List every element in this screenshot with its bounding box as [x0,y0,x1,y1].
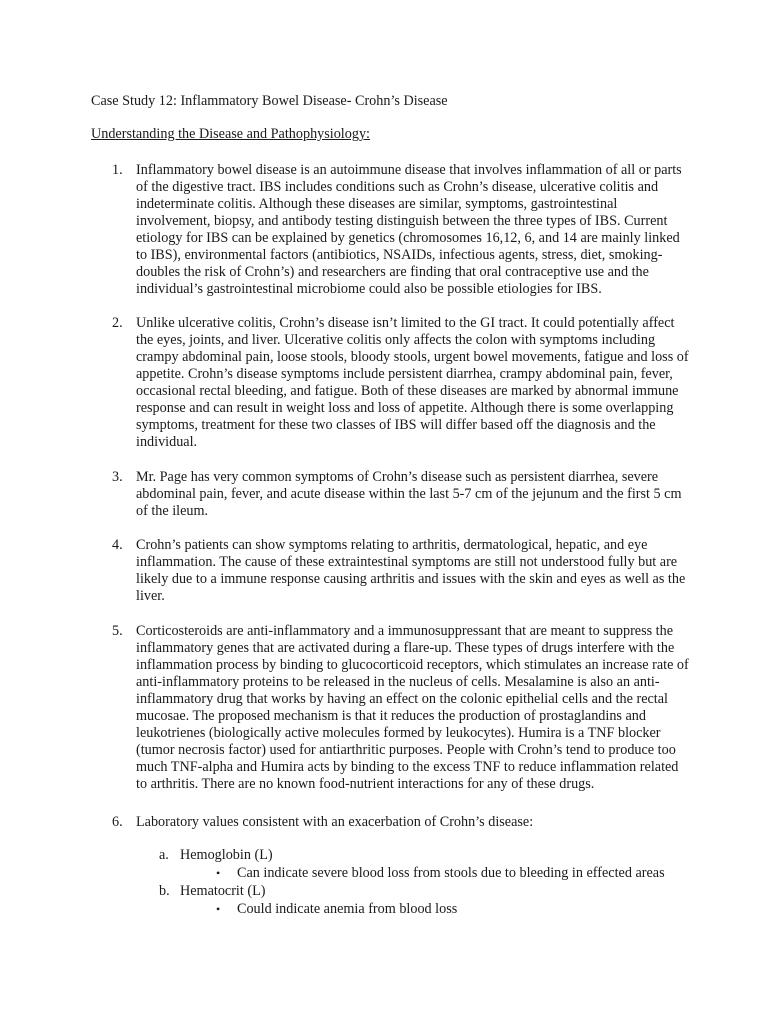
list-item-text [136,814,656,831]
lab-value-item [159,847,273,864]
list-item-text [136,469,682,520]
list-item-text [136,537,686,605]
list-item-number: 6. [112,814,123,830]
text-line: abdominal pain, fever, and acute disease within the last 5-7 cm of the jejunum and the first 5 cm [136,486,682,502]
lab-value-label: Hematocrit (L) [180,883,266,899]
lab-value-item [159,883,265,900]
list-item-text [136,623,689,793]
text-line: leukotrienes (biologically active molecules formed by leukocytes). Humira is a TNF blocker [136,725,661,741]
text-line: crampy abdominal pain, loose stools, bloody stools, urgent bowel movements, fatigue and loss of [136,349,689,365]
lab-value-bullet [216,901,457,918]
text-line: anti-inflammatory proteins to be released in the nucleus of cells. Mesalamine is also an anti- [136,674,660,690]
list-item-text [136,315,689,451]
bullet-icon: • [216,902,221,916]
text-line: occasional rectal bleeding, and fatigue. Both of these diseases are marked by abnormal immune [136,383,679,399]
text-line: to IBS), environmental factors (antibiotics, NSAIDs, infectious agents, stress, diet, smoking- [136,247,663,263]
text-line: Corticosteroids are anti-inflammatory and a immunosuppressant that are meant to suppress the [136,623,674,639]
text-line: mucosae. The proposed mechanism is that it reduces the production of prostaglandins and [136,708,646,724]
list-item-text [136,162,682,298]
list-item-number: 2. [112,315,123,331]
text-line: etiology for IBS can be explained by genetics (chromosomes 16,12, 6, and 14 are mainly linked [136,230,680,246]
lab-value-label: Hemoglobin (L) [180,847,273,863]
list-item-number: 1. [112,162,123,178]
lab-value-letter: b. [159,883,170,899]
text-line: involvement, biopsy, and antibody testing distinguish between the three types of IBS. Current [136,213,668,229]
list-item-number: 5. [112,623,123,639]
text-line: doubles the risk of Crohn’s) and researchers are finding that oral contraceptive use and the [136,264,649,280]
text-line: Inflammatory bowel disease is an autoimmune disease that involves inflammation of all or parts [136,162,682,178]
text-line: individual’s gastrointestinal microbiome could also be possible etiologies for IBS. [136,281,602,297]
lab-value-letter: a. [159,847,169,863]
text-line: response and can result in weight loss and loss of appetite. Although there is some overlapping [136,400,674,416]
text-line: Unlike ulcerative colitis, Crohn’s disease isn’t limited to the GI tract. It could potentially affect [136,315,675,331]
text-line: indeterminate colitis. Although these diseases are similar, symptoms, gastrointestinal [136,196,618,212]
text-line: inflammatory genes that are activated during a flare-up. These types of drugs interfere with the [136,640,675,656]
document-title: Case Study 12: Inflammatory Bowel Disease- Crohn’s Disease [91,93,448,109]
text-line: liver. [136,588,165,604]
text-line: individual. [136,434,198,450]
text-line: Mr. Page has very common symptoms of Crohn’s disease such as persistent diarrhea, severe [136,469,659,485]
text-line: inflammation process by binding to glucocorticoid receptors, which stimulates an increase rate of [136,657,689,673]
lab-value-note: Could indicate anemia from blood loss [237,901,458,917]
text-line: symptoms, treatment for these two classes of IBS will differ based off the diagnosis and the [136,417,656,433]
text-line: inflammation. The cause of these extraintestinal symptoms are still not understood fully but are [136,554,678,570]
list-item-number: 4. [112,537,123,553]
lab-value-bullet [216,865,665,882]
lab-value-note: Can indicate severe blood loss from stools due to bleeding in effected areas [237,865,665,881]
text-line: appetite. Crohn’s disease symptoms include persistent diarrhea, crampy abdominal pain, fever, [136,366,673,382]
text-line: of the digestive tract. IBS includes conditions such as Crohn’s disease, ulcerative colitis and [136,179,659,195]
text-line: to arthritis. There are no known food-nutrient interactions for any of these drugs. [136,776,595,792]
list-item-number: 3. [112,469,123,485]
text-line: likely due to a immune response causing arthritis and issues with the skin and eyes as well as the [136,571,686,587]
section-heading: Understanding the Disease and Pathophysiology: [91,126,370,142]
text-line: Laboratory values consistent with an exacerbation of Crohn’s disease: [136,814,534,830]
text-line: (tumor necrosis factor) used for antiarthritic purposes. People with Crohn’s tend to produce too [136,742,676,758]
text-line: of the ileum. [136,503,209,519]
text-line: Crohn’s patients can show symptoms relating to arthritis, dermatological, hepatic, and eye [136,537,648,553]
text-line: the eyes, joints, and liver. Ulcerative colitis only affects the colon with symptoms including [136,332,656,348]
text-line: inflammatory drug that works by having an effect on the colonic epithelial cells and the rectal [136,691,668,707]
text-line: much TNF-alpha and Humira acts by binding to the excess TNF to reduce inflammation related [136,759,679,775]
bullet-icon: • [216,866,221,880]
